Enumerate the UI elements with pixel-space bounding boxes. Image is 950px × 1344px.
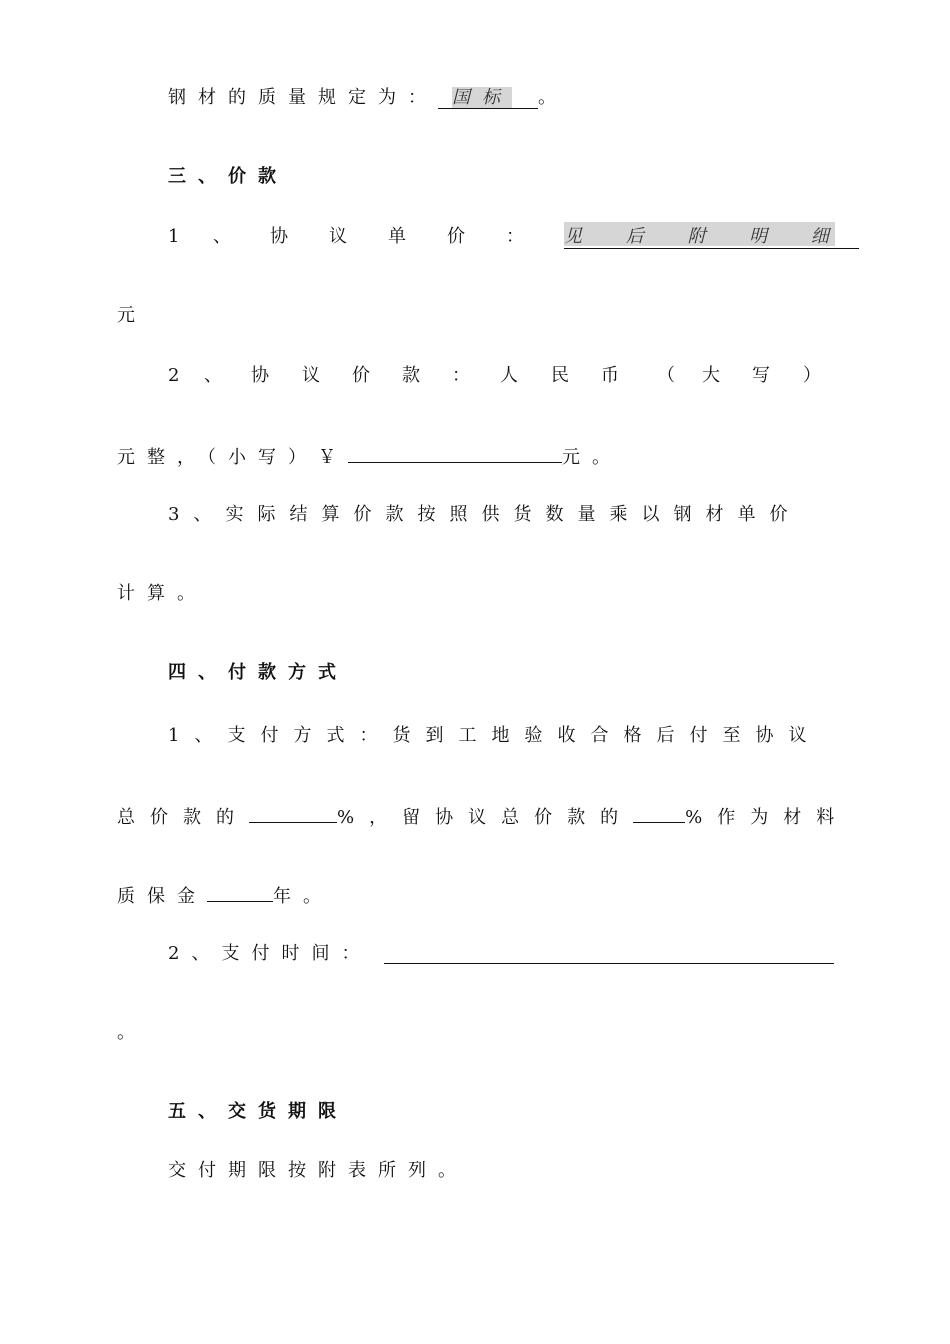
quality-label: 钢材的质量规定为： [168, 87, 438, 108]
quality-value: 国标 [452, 87, 512, 108]
payment-time-label: 2、支付时间： [168, 943, 372, 964]
quality-line [168, 83, 568, 113]
payment-ratio-label: 总价款的 [117, 807, 249, 828]
label-part: 协 [270, 226, 288, 247]
label-part: 单 [388, 226, 406, 247]
label-part: 款 [402, 365, 420, 386]
warranty-suffix: 年。 [273, 886, 333, 907]
retention-suffix: %作为材料 [685, 807, 850, 828]
label-part: 价 [447, 226, 465, 247]
label-part: 写 [752, 365, 770, 386]
retention-ratio-field[interactable] [633, 800, 685, 823]
label-part: 价 [352, 365, 370, 386]
section-3-heading: 三、价款 [168, 166, 288, 187]
label-part: 民 [551, 365, 569, 386]
label-part: 协 [251, 365, 269, 386]
payment-method-line-3 [117, 879, 333, 909]
price-unit-field [564, 222, 859, 249]
label-part: ） [803, 365, 821, 386]
label-part: （ [657, 365, 675, 386]
price-unit-value: 见 后 附 明 细 [564, 222, 835, 246]
price-unit-currency: 元 [117, 305, 147, 326]
label-part: 、 [213, 226, 231, 247]
label-part: 议 [329, 226, 347, 247]
label-part: 2 [168, 365, 180, 386]
label-part: ： [506, 226, 524, 247]
label-part: 人 [500, 365, 518, 386]
agreed-price-line [117, 440, 622, 470]
label-part: 、 [204, 365, 222, 386]
agreed-price-suffix: 元。 [562, 447, 622, 468]
payment-time-end: 。 [117, 1022, 147, 1043]
agreed-price-prefix: 元整，（小写）￥ [117, 447, 348, 468]
settlement-line-1: 3、实际结算价款按照供货数量乘以钢材单价 [168, 504, 802, 525]
warranty-years-field[interactable] [207, 879, 273, 902]
label-part: 议 [302, 365, 320, 386]
payment-method-line-1: 1、支付方式：货到工地验收合格后付至协议 [168, 725, 822, 746]
quality-end: 。 [538, 87, 568, 108]
quality-value-field [438, 87, 538, 109]
label-part: 币 [601, 365, 619, 386]
agreed-price-amount-field[interactable] [348, 440, 562, 463]
delivery-terms-text: 交付期限按附表所列。 [168, 1160, 468, 1181]
payment-method-line-2 [117, 800, 849, 830]
payment-ratio-field[interactable] [249, 800, 337, 823]
section-5-heading: 五、交货期限 [168, 1101, 348, 1122]
warranty-label: 质保金 [117, 886, 207, 907]
section-4-heading: 四、付款方式 [168, 662, 348, 683]
label-part: 1 [168, 226, 180, 247]
retention-label: %，留协议总价款的 [337, 807, 634, 828]
label-part: 大 [702, 365, 720, 386]
payment-time-line [168, 939, 371, 969]
payment-time-field[interactable] [384, 941, 834, 964]
label-part: ： [452, 365, 470, 386]
settlement-line-2: 计算。 [117, 583, 207, 604]
